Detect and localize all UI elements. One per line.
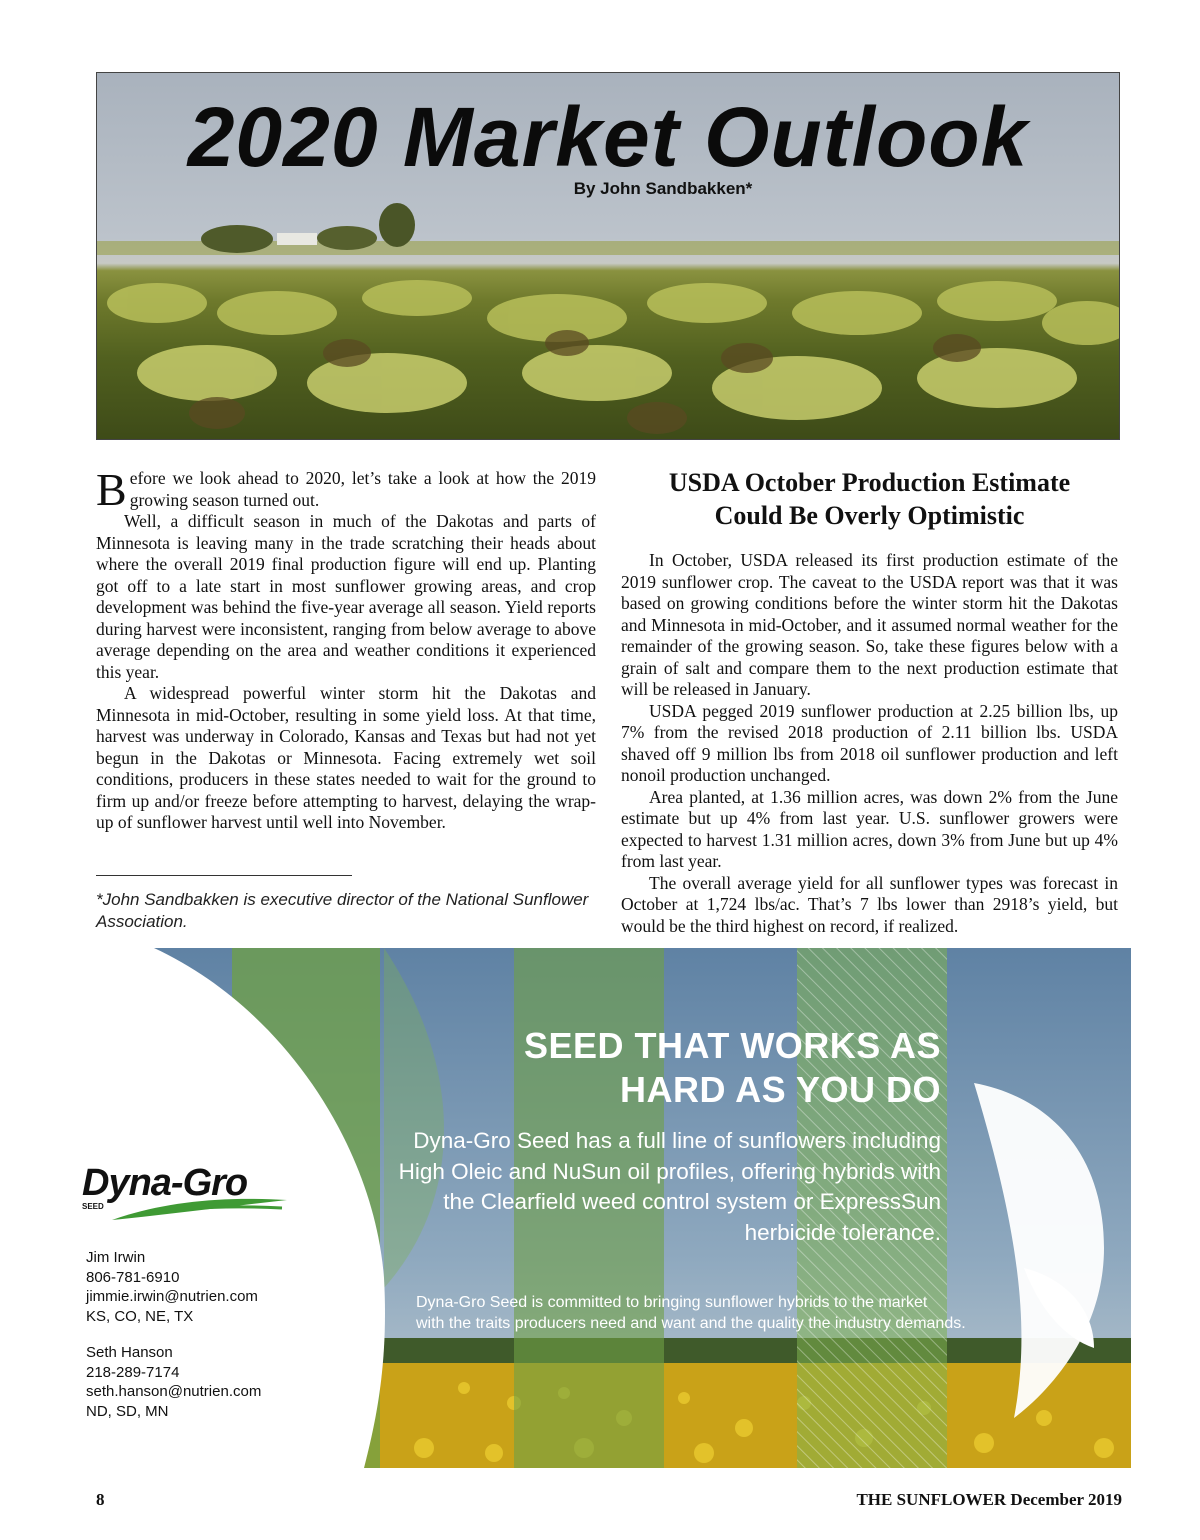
ad-headline-line: HARD AS YOU DO xyxy=(619,1069,941,1110)
article-title: 2020 Market Outlook xyxy=(187,90,1029,184)
dyna-gro-logo xyxy=(82,1162,292,1222)
body-paragraph: USDA pegged 2019 sunflower production at 2.25 billion lbs, up 7% from the revised 2018 production of 2.11 billion lbs. USDA shaved off 9 million lbs from 2018 oil sunflower production and left nonoil production unchanged. xyxy=(621,700,1118,785)
logo-wordmark: Dyna-Gro xyxy=(82,1162,248,1204)
body-paragraph: A widespread powerful winter storm hit the Dakotas and Minnesota in mid-October, resulting in some yield loss. At that time, harvest was underway in Colorado, Kansas and Texas but had not yet begun in the Dakotas or Minnesota. Facing extremely wet soil conditions, producers in these states needed to wait for the ground to firm up and/or freeze before attempting to harvest, delaying the wrap-up of sunflower harvest until well into November. xyxy=(96,683,596,832)
contact-block xyxy=(86,1343,261,1421)
contact-block xyxy=(86,1248,258,1326)
contact-states: ND, SD, MN xyxy=(86,1402,169,1420)
ad-headline xyxy=(421,1024,941,1112)
body-paragraph: Area planted, at 1.36 million acres, was down 2% from the June estimate but up 4% from last year. U.S. sunflower growers were expected to harvest 1.31 million acres, down 3% from June but up 4% from last year. xyxy=(621,786,1118,871)
contact-name: Jim Irwin xyxy=(86,1249,146,1266)
drop-cap: B xyxy=(96,464,127,515)
ad-tagline xyxy=(416,1292,1056,1334)
contact-email: seth.hanson@nutrien.com xyxy=(86,1383,262,1400)
logo-swoosh-icon xyxy=(82,1162,292,1222)
ad-tagline-line: Dyna-Gro Seed is committed to bringing sunflower hybrids to the market xyxy=(416,1294,928,1311)
contact-email: jimmie.irwin@nutrien.com xyxy=(86,1288,258,1305)
publication-footer: THE SUNFLOWER December 2019 xyxy=(856,1490,1122,1509)
ad-tagline-line: with the traits producers need and want and the quality the industry demands. xyxy=(416,1315,966,1332)
contact-phone: 806-781-6910 xyxy=(86,1268,180,1286)
section-heading-line: USDA October Production Estimate xyxy=(668,468,1071,497)
article-left-column xyxy=(96,464,596,834)
body-paragraph: In October, USDA released its first production estimate of the 2019 sunflower crop. The caveat to the USDA report was that it was based on growing conditions before the winter storm hit the Dakotas and Minnesota in mid-October, and it assumed normal weather for the remainder of the growing season. So, take these figures below with a grain of salt and compare them to the next production estimate that will be released in January. xyxy=(621,550,1118,699)
intro-text: efore we look ahead to 2020, let’s take a look at how the 2019 growing season turned out. xyxy=(129,468,596,510)
article-right-column xyxy=(621,466,1118,937)
page-number: 8 xyxy=(96,1490,105,1509)
contact-name: Seth Hanson xyxy=(86,1344,173,1361)
intro-paragraph xyxy=(96,464,596,515)
section-heading xyxy=(621,466,1118,532)
contact-states: KS, CO, NE, TX xyxy=(86,1307,194,1325)
author-footnote: *John Sandbakken is executive director of the National Sunflower Association. xyxy=(96,890,589,931)
logo-seed-label: SEED xyxy=(82,1202,104,1211)
dyna-gro-advertisement xyxy=(44,948,1131,1468)
hero-banner xyxy=(96,72,1120,440)
contact-phone: 218-289-7174 xyxy=(86,1363,180,1381)
article-byline: By John Sandbakken* xyxy=(573,179,753,198)
section-heading-line: Could Be Overly Optimistic xyxy=(714,501,1025,530)
body-paragraph: Well, a difficult season in much of the Dakotas and parts of Minnesota is leaving many in the trade scratching their heads about where the overall 2019 final production figure will end up. Planting got off to a late start in most sunflower growing areas, and crop development was behind the five-year average all season. Yield reports during harvest were inconsistent, ranging from below average to above average depending on the area and weather conditions it experienced this year. xyxy=(96,511,596,682)
ad-body-text: Dyna-Gro Seed has a full line of sunflowers including High Oleic and NuSun oil profiles, offering hybrids with the Clearfield weed control system or ExpressSun herbicide tolerance. xyxy=(398,1128,941,1245)
ad-headline-line: SEED THAT WORKS AS xyxy=(523,1025,941,1066)
footnote-divider xyxy=(96,875,352,876)
body-paragraph: The overall average yield for all sunflower types was forecast in October at 1,724 lbs/ac. That’s 7 lbs lower than 2918’s yield, but would be the third highest on record, if realized. xyxy=(621,872,1118,936)
